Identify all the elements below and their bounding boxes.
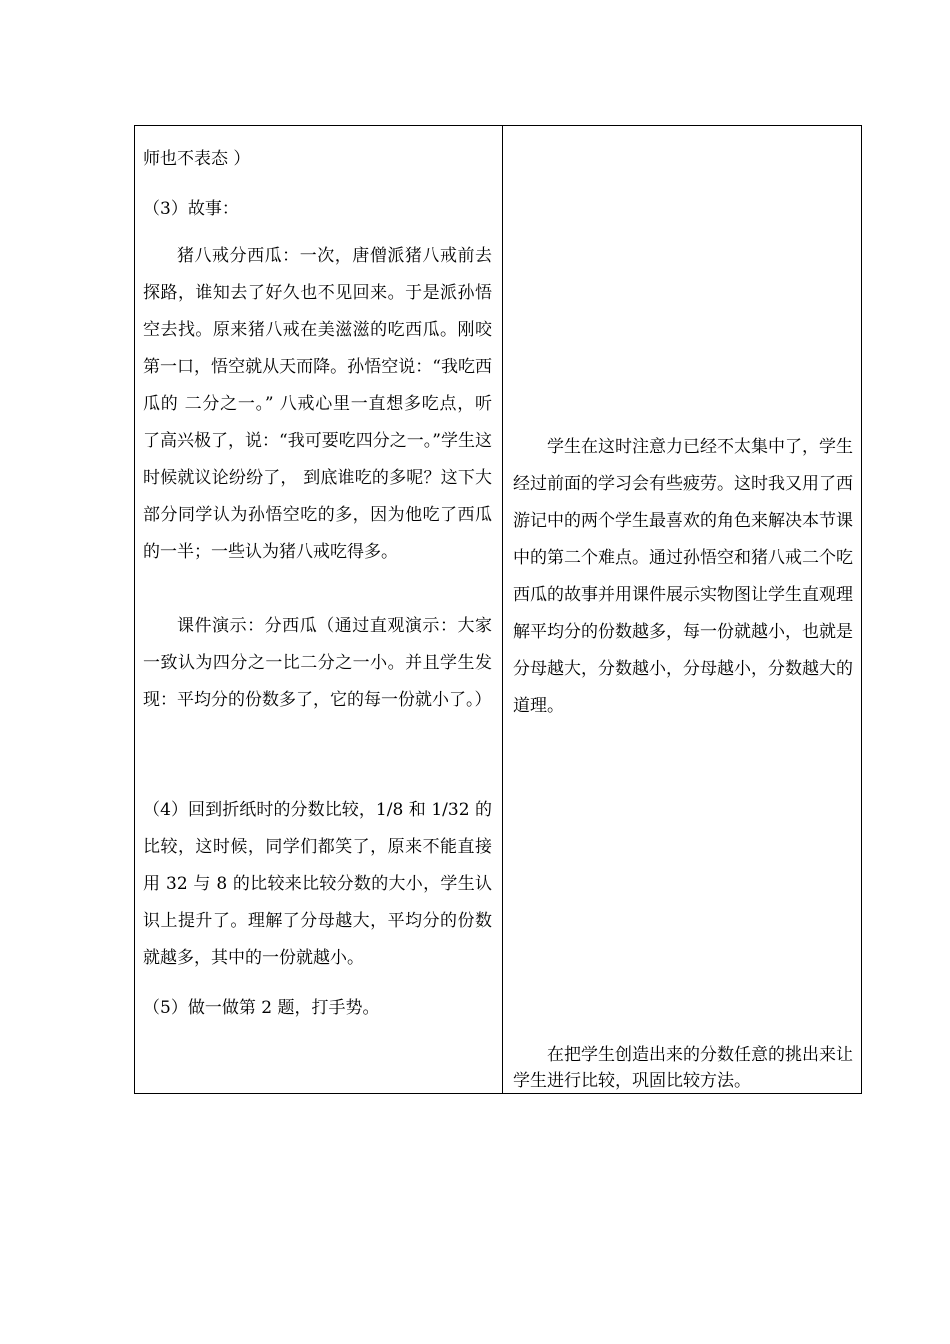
difficulty-explanation: 学生在这时注意力已经不太集中了，学生经过前面的学习会有些疲劳。这时我又用了西游记中的两个学生最喜欢的角色来解决本节课中的第二个难点。通过孙悟空和猪八戒二个吃西瓜的故事并用课件展示实物图让学生直观理解平均分的份数越多，每一份就越小，也就是分母越大，分数越小，分母越小，分数越大的道理。 [513,437,853,716]
story-paragraph: 猪八戒分西瓜：一次，唐僧派猪八戒前去探路，谁知去了好久也不见回来。于是派孙悟空去找。原来猪八戒在美滋滋的吃西瓜。刚咬第一口，悟空就从天而降。孙悟空说：“我吃西瓜的 二分之一。” 八戒心里一直想多吃点，听了高兴极了，说：“我可要吃四分之一。”学生这时候就议论纷纷了， 到底谁吃的多呢？这下大部分同学认为孙悟空吃的多，因为他吃了西瓜的一半；一些认为猪八戒吃得多。 [143,246,492,562]
story-heading: （3）故事： [143,199,239,219]
courseware-demo-paragraph: 课件演示：分西瓜（通过直观演示：大家一致认为四分之一比二分之一小。并且学生发现：平均分的份数多了，它的每一份就小了。） [143,616,492,710]
teaching-process-column [135,126,503,1093]
consolidation-note: 在把学生创造出来的分数任意的挑出来让学生进行比较，巩固比较方法。 [513,1045,853,1091]
exercise-paragraph: （5）做一做第 2 题，打手势。 [143,998,380,1018]
fraction-comparison-paragraph: （4）回到折纸时的分数比较，1/8 和 1/32 的比较，这时候，同学们都笑了，原来不能直接用 32 与 8 的比较来比较分数的大小，学生认识上提升了。理解了分母越大，平均分的份数就越多，其中的一份就越小。 [143,800,492,968]
design-intent-column [503,126,861,1093]
lesson-table [134,125,862,1094]
continued-text: 师也不表态 ） [143,149,251,169]
